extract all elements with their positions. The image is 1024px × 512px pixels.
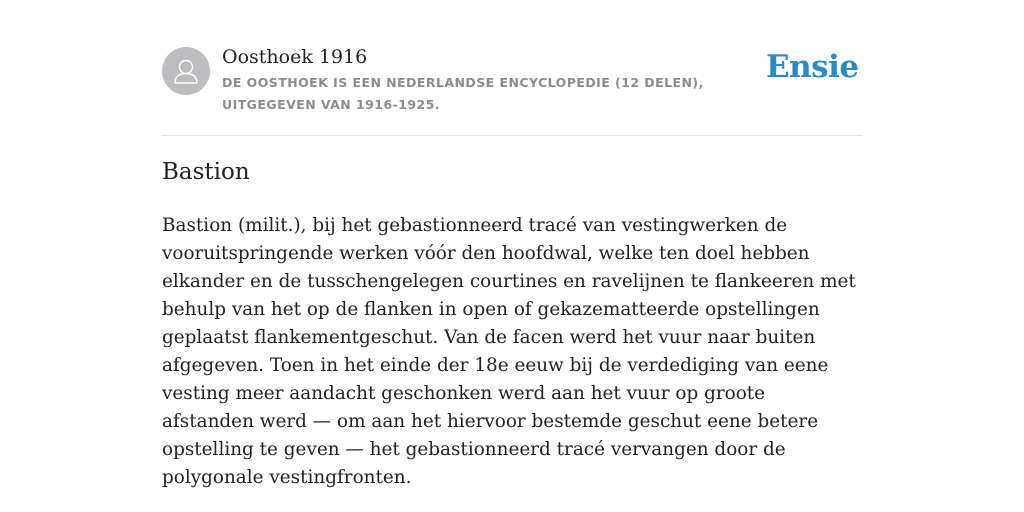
entry-card [162, 0, 862, 512]
source-avatar[interactable] [162, 47, 210, 95]
entry-title: Bastion [162, 159, 250, 185]
entry-body: Bastion (milit.), bij het gebastionneerd tracé van vestingwerken de vooruitspringende werken vóór den hoofdwal, welke ten doel hebben elkander en de tusschengelegen courtines en ravelijnen te flankeeren met behulp van het op de flanken in open of gekazematteerde opstellingen geplaatst flankementgeschut. Van de facen werd het vuur naar buiten afgegeven. Toen in het einde der 18e eeuw bij de verdediging van eene vesting meer aandacht geschonken werd aan het vuur op groote afstanden werd — om aan het hiervoor bestemde geschut eene betere opstelling te geven — het gebastionneerd tracé vervangen door de polygonale vestingfronten. [162, 215, 856, 488]
header-divider [162, 135, 862, 136]
source-description: DE OOSTHOEK IS EEN NEDERLANDSE ENCYCLOPEDIE (12 DELEN), UITGEGEVEN VAN 1916-1925. [222, 75, 704, 112]
source-title[interactable]: Oosthoek 1916 [222, 46, 368, 68]
user-silhouette-icon [162, 47, 210, 95]
ensie-logo[interactable]: Ensie [766, 49, 859, 85]
